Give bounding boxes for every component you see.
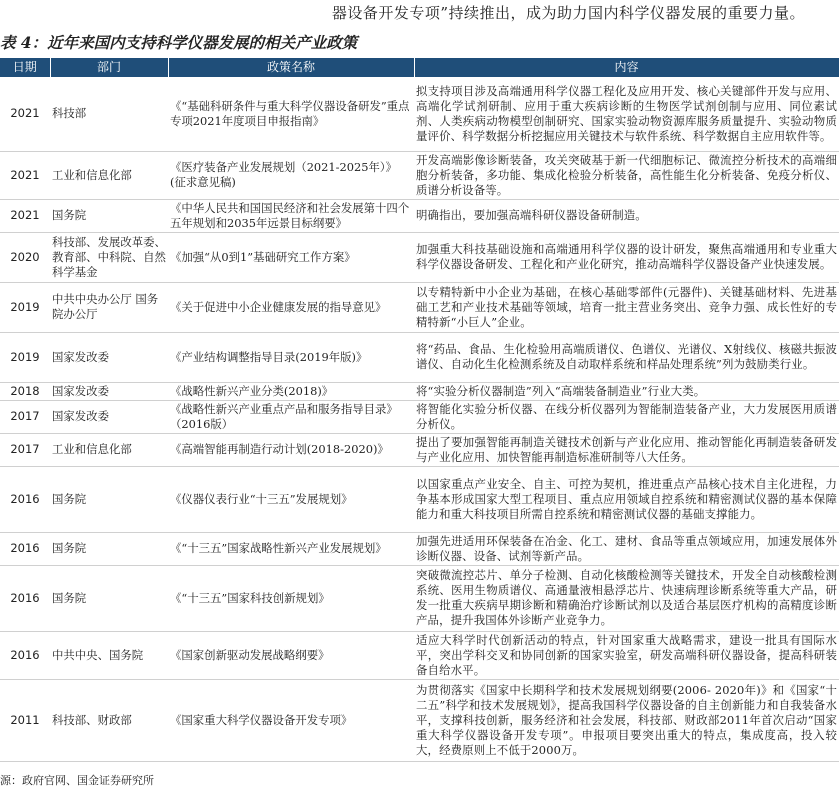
row-content: 将“实验分析仪器制造”列入“高端装备制造业”行业大类。 (414, 382, 839, 400)
row-year: 2017 (0, 400, 50, 433)
row-year: 2021 (0, 151, 50, 199)
row-year: 2016 (0, 565, 50, 631)
table-title: 表 4：近年来国内支持科学仪器发展的相关产业政策 (0, 33, 358, 52)
row-dept: 国务院 (50, 199, 168, 232)
table-row (0, 433, 839, 466)
row-dept: 工业和信息化部 (50, 433, 168, 466)
row-policy-name: 《关于促进中小企业健康发展的指导意见》 (168, 282, 414, 332)
row-content: 拟支持项目涉及高端通用科学仪器工程化及应用开发、核心关键部件开发与应用、高端化学试剂研制、应用于重大疾病诊断的生物医学试剂创制与应用、同位素试剂、人类疾病动物模型创制研究、国家实验动物资源库服务质量提升、实验动物质量评价、科学数据分析挖掘应用关键技术与软件系统、科学数据自主应用软件等。 (414, 77, 839, 151)
row-dept: 国家发改委 (50, 400, 168, 433)
row-dept: 中共中央办公厅 国务院办公厅 (50, 282, 168, 332)
row-dept: 国务院 (50, 565, 168, 631)
table-row (0, 631, 839, 679)
row-dept: 国家发改委 (50, 332, 168, 382)
row-content: 为贯彻落实《国家中长期科学和技术发展规划纲要(2006- 2020年)》和《国家“十二五”科学和技术发展规划》，提高我国科学仪器设备的自主创新能力和自我装备水平，支撑科技创新，服务经济和社会发展，科技部、财政部2011年首次启动“国家重大科学仪器设备开发专项”。申报项目要突出重大的特点，集成度高，投入较大，经费原则上不低于2000万。 (414, 679, 839, 761)
row-policy-name: 《产业结构调整指导目录(2019年版)》 (168, 332, 414, 382)
row-policy-name: 《“十三五”国家战略性新兴产业发展规划》 (168, 532, 414, 565)
row-year: 2019 (0, 332, 50, 382)
source-note: 源：政府官网、国金证券研究所 (0, 774, 154, 787)
row-dept: 科技部、财政部 (50, 679, 168, 761)
row-year: 2019 (0, 282, 50, 332)
row-policy-name: 《国家重大科学仪器设备开发专项》 (168, 679, 414, 761)
row-content: 将智能化实验分析仪器、在线分析仪器列为智能制造装备产业，大力发展医用质谱分析仪。 (414, 400, 839, 433)
row-content: 明确指出，要加强高端科研仪器设备研制造。 (414, 199, 839, 232)
row-policy-name: 《仪器仪表行业“十三五”发展规划》 (168, 466, 414, 532)
row-year: 2021 (0, 77, 50, 151)
row-dept: 国务院 (50, 532, 168, 565)
table-header-row (0, 58, 839, 77)
row-dept: 国家发改委 (50, 382, 168, 400)
row-policy-name: 《“基础科研条件与重大科学仪器设备研发”重点专项2021年度项目申报指南》 (168, 77, 414, 151)
row-policy-name: 《加强“从0到1”基础研究工作方案》 (168, 232, 414, 282)
table-row (0, 282, 839, 332)
row-dept: 工业和信息化部 (50, 151, 168, 199)
row-year: 2018 (0, 382, 50, 400)
header-dept: 部门 (50, 58, 168, 77)
table-row (0, 466, 839, 532)
row-year: 2016 (0, 631, 50, 679)
row-content: 提出了要加强智能再制造关键技术创新与产业化应用、推动智能化再制造装备研发与产业化应用、加快智能再制造标准研制等八大任务。 (414, 433, 839, 466)
row-policy-name: 《战略性新兴产业重点产品和服务指导目录》（2016版） (168, 400, 414, 433)
row-content: 将“药品、食品、生化检验用高端质谱仪、色谱仪、光谱仪、X射线仪、核磁共振波谱仪、自动化生化检测系统及自动取样系统和样品处理系统”列为鼓励类行业。 (414, 332, 839, 382)
header-content: 内容 (414, 58, 839, 77)
table-body (0, 77, 839, 761)
row-content: 加强先进适用环保装备在冶金、化工、建材、食品等重点领域应用，加速发展体外诊断仪器、设备、试剂等新产品。 (414, 532, 839, 565)
policy-table (0, 58, 839, 762)
row-dept: 科技部 (50, 77, 168, 151)
row-policy-name: 《国家创新驱动发展战略纲要》 (168, 631, 414, 679)
row-content: 以国家重点产业安全、自主、可控为契机，推进重点产品核心技术自主化进程，力争基本形成国家大型工程项目、重点应用领域自控系统和精密测试仪器的基本保障能力和重大科技项目所需自控系统和精密测试仪器的基础支撑能力。 (414, 466, 839, 532)
row-content: 加强重大科技基础设施和高端通用科学仪器的设计研发，聚焦高端通用和专业重大科学仪器设备研发、工程化和产业化研究，推动高端科学仪器设备产业快速发展。 (414, 232, 839, 282)
row-content: 开发高端影像诊断装备，攻关突破基于新一代细胞标记、微流控分析技术的高端细胞分析装备，多功能、集成化检验分析装备，高性能生化分析装备、免疫分析仪、质谱分析设备等。 (414, 151, 839, 199)
table-row (0, 532, 839, 565)
row-content: 以专精特新中小企业为基础，在核心基础零部件(元器件)、关键基础材料、先进基础工艺和产业技术基础等领域，培育一批主营业务突出、竞争力强、成长性好的专精特新“小巨人”企业。 (414, 282, 839, 332)
intro-paragraph-tail: 器设备开发专项”持续推出，成为助力国内科学仪器发展的重要力量。 (331, 4, 805, 22)
table-row (0, 400, 839, 433)
table-row (0, 565, 839, 631)
row-policy-name: 《医疗装备产业发展规划（2021-2025年）》(征求意见稿) (168, 151, 414, 199)
table-row (0, 232, 839, 282)
table-row (0, 199, 839, 232)
row-dept: 科技部、发展改革委、教育部、中科院、自然科学基金 (50, 232, 168, 282)
table-row (0, 679, 839, 761)
row-policy-name: 《高端智能再制造行动计划(2018-2020)》 (168, 433, 414, 466)
row-content: 适应大科学时代创新活动的特点，针对国家重大战略需求，建设一批具有国际水平，突出学科交叉和协同创新的国家实验室，研发高端科研仪器设备，提高科研装备自给水平。 (414, 631, 839, 679)
table-row (0, 382, 839, 400)
row-year: 2011 (0, 679, 50, 761)
row-dept: 国务院 (50, 466, 168, 532)
row-policy-name: 《“十三五”国家科技创新规划》 (168, 565, 414, 631)
row-year: 2016 (0, 532, 50, 565)
row-policy-name: 《战略性新兴产业分类(2018)》 (168, 382, 414, 400)
header-policy-name: 政策名称 (168, 58, 414, 77)
table-row (0, 77, 839, 151)
row-year: 2017 (0, 433, 50, 466)
row-year: 2021 (0, 199, 50, 232)
row-year: 2016 (0, 466, 50, 532)
header-date: 日期 (0, 58, 50, 77)
row-policy-name: 《中华人民共和国国民经济和社会发展第十四个五年规划和2035年远景目标纲要》 (168, 199, 414, 232)
row-content: 突破微流控芯片、单分子检测、自动化核酸检测等关键技术，开发全自动核酸检测系统、医用生物质谱仪、高通量液相悬浮芯片、快速病理诊断系统等重大产品，研发一批重大疾病早期诊断和精确治疗诊断试剂以及适合基层医疗机构的高精度诊断产品，提升我国体外诊断产业竞争力。 (414, 565, 839, 631)
table-row (0, 332, 839, 382)
table-row (0, 151, 839, 199)
row-dept: 中共中央、国务院 (50, 631, 168, 679)
row-year: 2020 (0, 232, 50, 282)
